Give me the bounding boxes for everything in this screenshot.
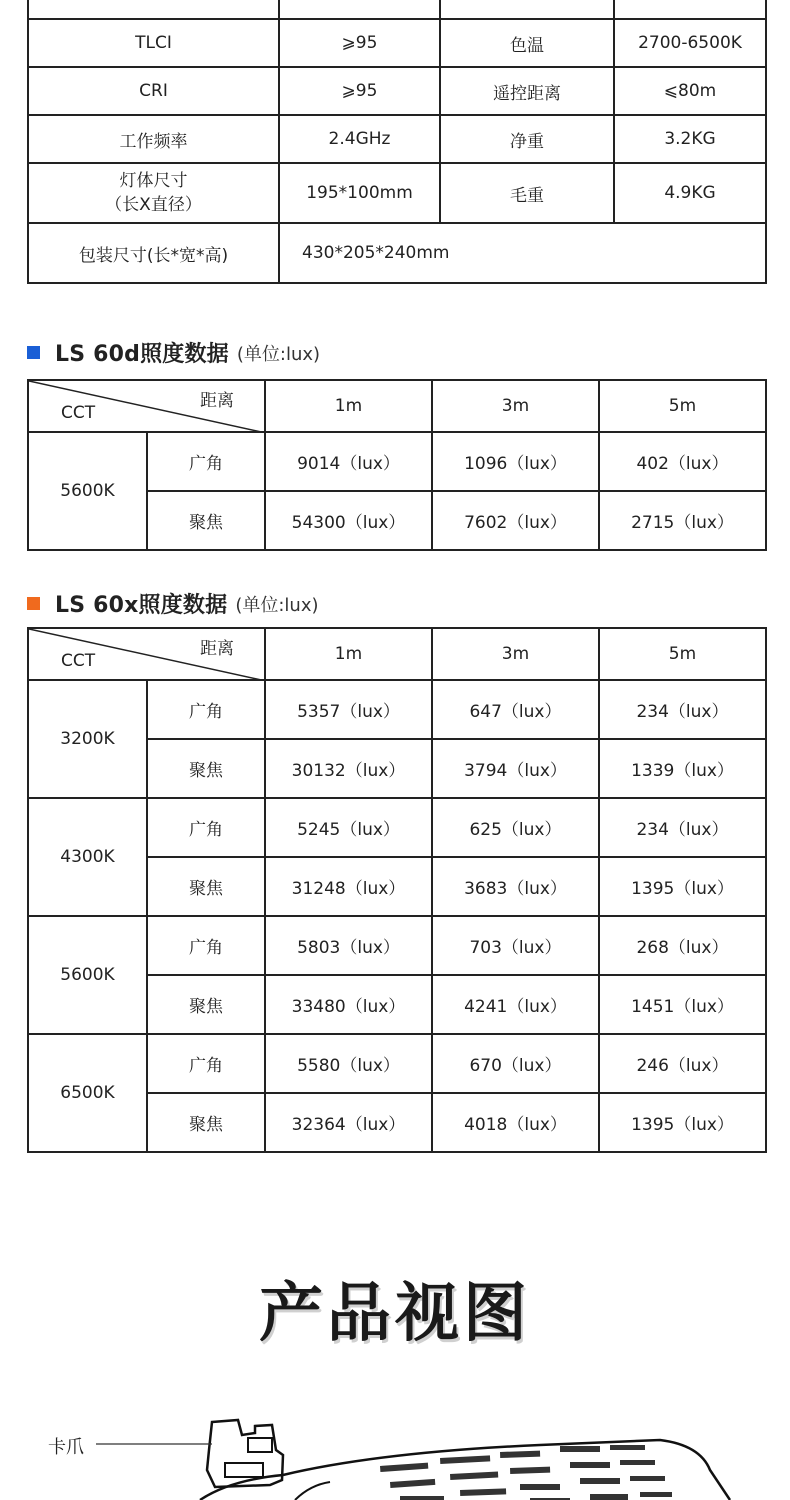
package-value: 430*205*240mm	[279, 223, 766, 283]
spec-table	[27, 0, 767, 284]
lux-value-cell: 3683（lux）	[432, 857, 599, 916]
spec-row	[28, 115, 766, 163]
spec-cell: ⩾95	[279, 19, 440, 67]
cct-cell: 3200K	[28, 680, 147, 798]
mode-cell: 广角	[147, 680, 265, 739]
lux-value-cell: 1395（lux）	[599, 1093, 766, 1152]
lux-value-cell: 703（lux）	[432, 916, 599, 975]
lux-value-cell: 54300（lux）	[265, 491, 432, 550]
mode-cell: 聚焦	[147, 857, 265, 916]
spec-cell: CRI	[28, 67, 279, 115]
lux-value-cell: 2715（lux）	[599, 491, 766, 550]
lux-header-row	[28, 628, 766, 680]
lux-value-cell: 7602（lux）	[432, 491, 599, 550]
lux-value-cell: 234（lux）	[599, 798, 766, 857]
mode-cell: 广角	[147, 432, 265, 491]
spec-cell: 2700-6500K	[614, 19, 766, 67]
ls60x-marker	[27, 597, 40, 610]
lux-value-cell: 1096（lux）	[432, 432, 599, 491]
distance-header: 3m	[432, 380, 599, 432]
spec-cell: 4.9KG	[614, 163, 766, 223]
spec-cell: 工作频率	[28, 115, 279, 163]
lux-value-cell: 5580（lux）	[265, 1034, 432, 1093]
lux-value-cell: 32364（lux）	[265, 1093, 432, 1152]
distance-header: 1m	[265, 380, 432, 432]
lux-value-cell: 1339（lux）	[599, 739, 766, 798]
spec-cell: 2.4GHz	[279, 115, 440, 163]
diagonal-header-cell	[28, 628, 265, 680]
mode-cell: 聚焦	[147, 1093, 265, 1152]
table-row	[28, 916, 766, 975]
lux-value-cell: 1451（lux）	[599, 975, 766, 1034]
lux-value-cell: 5803（lux）	[265, 916, 432, 975]
ls60d-unit: (单位:lux)	[236, 343, 321, 365]
ls60x-section-title	[27, 588, 319, 619]
lux-value-cell: 625（lux）	[432, 798, 599, 857]
cct-cell: 5600K	[28, 432, 147, 550]
spec-cell: 3.2KG	[614, 115, 766, 163]
header-cct: CCT	[61, 403, 96, 423]
mode-cell: 广角	[147, 1034, 265, 1093]
callout-clamp-label: 卡爪	[48, 1437, 84, 1458]
spec-row-package	[28, 223, 766, 283]
ls60d-table	[27, 379, 767, 551]
table-row	[28, 1034, 766, 1093]
ls60x-table	[27, 627, 767, 1153]
product-illustration	[0, 1400, 790, 1500]
lux-value-cell: 3794（lux）	[432, 739, 599, 798]
spec-cell: 净重	[440, 115, 614, 163]
spec-row	[28, 67, 766, 115]
table-row	[28, 432, 766, 491]
mode-cell: 聚焦	[147, 975, 265, 1034]
lux-value-cell: 33480（lux）	[265, 975, 432, 1034]
spec-cell-line: （长X直径）	[105, 195, 202, 215]
mode-cell: 广角	[147, 798, 265, 857]
lux-value-cell: 5357（lux）	[265, 680, 432, 739]
spec-cell: 195*100mm	[279, 163, 440, 223]
header-distance: 距离	[200, 391, 234, 411]
lux-value-cell: 31248（lux）	[265, 857, 432, 916]
lux-value-cell: 234（lux）	[599, 680, 766, 739]
lux-value-cell: 647（lux）	[432, 680, 599, 739]
spec-cell: TLCI	[28, 19, 279, 67]
ls60d-title: LS 60d照度数据	[55, 342, 229, 367]
ls60d-marker	[27, 346, 40, 359]
distance-header: 3m	[432, 628, 599, 680]
header-distance: 距离	[200, 639, 234, 659]
lux-value-cell: 402（lux）	[599, 432, 766, 491]
lux-header-row	[28, 380, 766, 432]
lux-value-cell: 9014（lux）	[265, 432, 432, 491]
lux-value-cell: 5245（lux）	[265, 798, 432, 857]
spec-row	[28, 19, 766, 67]
header-cct: CCT	[61, 651, 96, 671]
table-row	[28, 798, 766, 857]
cct-cell: 6500K	[28, 1034, 147, 1152]
package-label: 包装尺寸(长*宽*高)	[28, 223, 279, 283]
spec-cell	[28, 163, 279, 223]
distance-header: 1m	[265, 628, 432, 680]
lux-value-cell: 246（lux）	[599, 1034, 766, 1093]
lux-value-cell: 670（lux）	[432, 1034, 599, 1093]
distance-header: 5m	[599, 380, 766, 432]
spec-cell: ⩽80m	[614, 67, 766, 115]
lux-value-cell: 1395（lux）	[599, 857, 766, 916]
cct-cell: 4300K	[28, 798, 147, 916]
spec-cell: ⩾95	[279, 67, 440, 115]
table-row	[28, 680, 766, 739]
ls60x-title: LS 60x照度数据	[55, 593, 228, 618]
ls60d-section-title	[27, 337, 320, 368]
spec-cell-line: 灯体尺寸	[119, 171, 188, 191]
mode-cell: 广角	[147, 916, 265, 975]
spec-row	[28, 163, 766, 223]
lux-value-cell: 268（lux）	[599, 916, 766, 975]
spec-cell: 毛重	[440, 163, 614, 223]
lux-value-cell: 4241（lux）	[432, 975, 599, 1034]
product-view-title: 产品视图	[259, 1277, 531, 1351]
mode-cell: 聚焦	[147, 491, 265, 550]
spec-cell: 遥控距离	[440, 67, 614, 115]
cct-cell: 5600K	[28, 916, 147, 1034]
ls60x-unit: (单位:lux)	[235, 594, 319, 616]
spec-cell: 色温	[440, 19, 614, 67]
spec-row-cut	[28, 0, 766, 19]
distance-header: 5m	[599, 628, 766, 680]
diagonal-header-cell	[28, 380, 265, 432]
lux-value-cell: 30132（lux）	[265, 739, 432, 798]
mode-cell: 聚焦	[147, 739, 265, 798]
lux-value-cell: 4018（lux）	[432, 1093, 599, 1152]
